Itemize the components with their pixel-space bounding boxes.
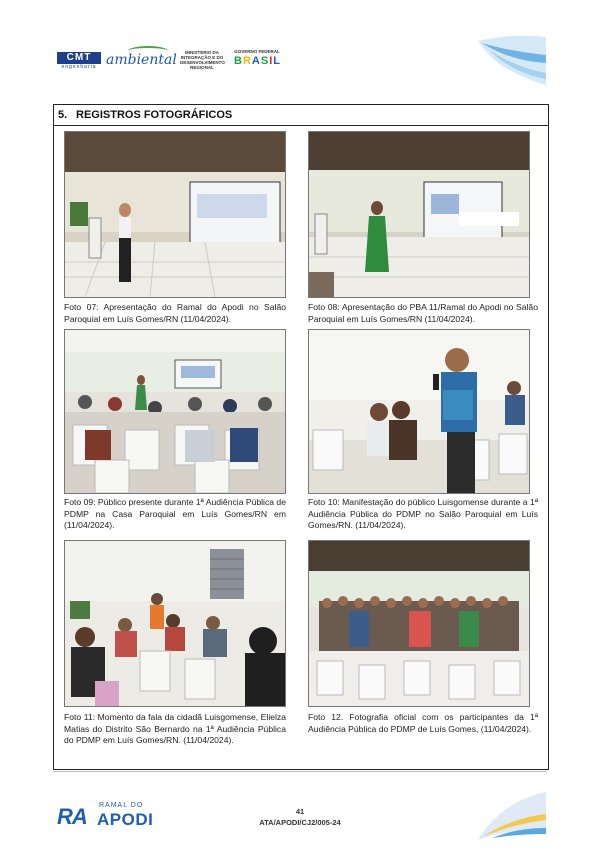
governo-federal-text: GOVERNO FEDERAL	[234, 49, 280, 54]
section-heading	[54, 105, 548, 126]
ambiental-swoosh-icon	[128, 46, 168, 56]
ramal-do-apodi-logo	[57, 802, 167, 828]
page-number: 41	[295, 807, 305, 816]
footer-page-info	[200, 806, 400, 828]
section-number: 5.	[58, 109, 68, 121]
ministry-logo	[180, 50, 224, 70]
ministry-line: DESENVOLVIMENTO	[180, 60, 225, 65]
brasil-letter: S	[260, 55, 269, 67]
brasil-letter: A	[251, 55, 260, 67]
photo-12	[308, 540, 530, 707]
page-header	[0, 0, 600, 100]
photo-11-caption: Foto 11: Momento da fala da cidadã Luisgomense, Elielza Matias do Distrito São Bernardo na 1ª Audiência Pública do PDMP em Luís Gomes/RN. (11/04/2024).	[64, 712, 286, 746]
footer-divider	[53, 771, 547, 772]
cmt-logo	[57, 52, 101, 74]
ramal-logo-apodi-text: APODI	[97, 810, 154, 829]
section-title: REGISTROS FOTOGRÁFICOS	[76, 109, 233, 121]
photo-09-caption: Foto 09: Público presente durante 1ª Audiência Pública de PDMP na Casa Paroquial em Luís Gomes/RN em (11/04/2024).	[64, 497, 286, 531]
photo-12-caption: Foto 12. Fotografia oficial com os participantes da 1ª Audiência Pública do PDMP de Luís Gomes, (11/04/2024).	[308, 712, 538, 734]
brasil-wordmark	[232, 55, 282, 67]
photo-07-caption: Foto 07: Apresentação do Ramal do Apodi no Salão Paroquial em Luís Gomes/RN (11/04/2024).	[64, 302, 286, 324]
ministry-line: INTEGRAÇÃO E DO	[180, 55, 224, 60]
cmt-logo-text: CMT	[57, 52, 101, 64]
cmt-logo-sub: engenharia	[61, 64, 97, 70]
photo-10	[308, 329, 530, 494]
photo-10-caption: Foto 10: Manifestação do público Luisgomense durante a 1ª Audiência Pública do PDMP no Salão Paroquial em Luís Gomes/RN. (11/04/2024).	[308, 497, 538, 531]
footer-swoosh-icon	[478, 788, 546, 844]
photo-08-caption: Foto 08: Apresentação do PBA 11/Ramal do Apodi no Salão Paroquial em Luís Gomes/RN (11/04/2024).	[308, 302, 538, 324]
photo-08	[308, 131, 530, 298]
photo-record-frame	[53, 104, 549, 770]
ramal-logo-small-text: RAMAL DO	[99, 802, 144, 809]
brasil-letter: B	[234, 55, 242, 67]
governo-federal-logo	[232, 49, 282, 71]
ambiental-logo-text: ambiental	[106, 52, 177, 68]
ramal-logo-mark: RA	[57, 804, 87, 829]
document-code: ATA/APODI/CJ2/005-24	[259, 818, 341, 827]
header-swoosh-icon	[478, 33, 546, 89]
photo-07	[64, 131, 286, 298]
brasil-letter: L	[273, 55, 280, 67]
brasil-letter: R	[242, 55, 251, 67]
brasil-letter: I	[269, 55, 273, 67]
photo-09	[64, 329, 286, 494]
ambiental-logo	[106, 52, 177, 70]
ministry-line: MINISTÉRIO DA	[184, 50, 219, 55]
photo-11	[64, 540, 286, 707]
ministry-line: REGIONAL	[190, 65, 214, 70]
